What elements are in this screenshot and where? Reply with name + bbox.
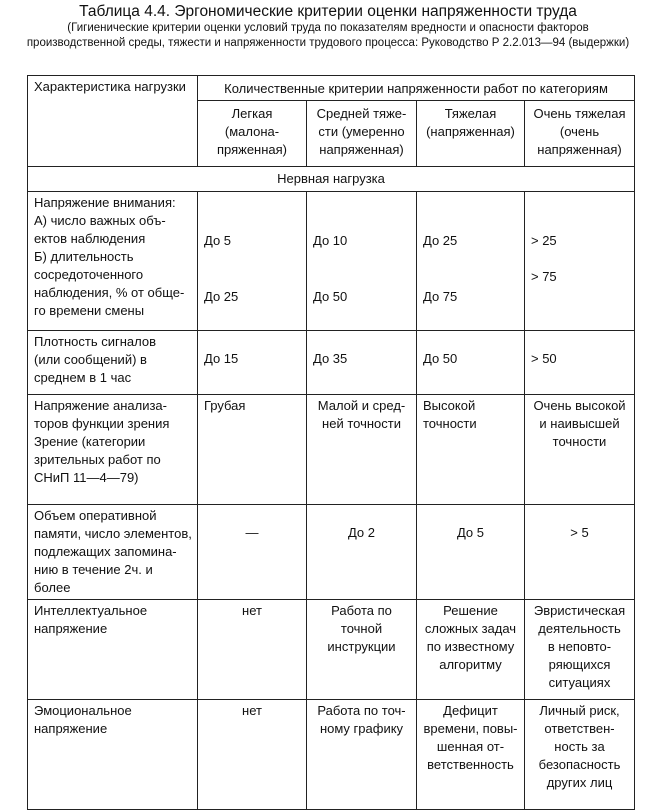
category-line: Очень тяжелая <box>533 106 626 121</box>
row-label-line: Эмоциональное <box>34 703 132 718</box>
row-label-line: ектов наблюдения <box>34 231 146 246</box>
section-title: Нервная нагрузка <box>277 171 385 186</box>
value-line: деятельность <box>538 621 621 636</box>
value-b: > 75 <box>531 269 557 284</box>
value-cell <box>525 505 635 600</box>
value-line: алгоритму <box>439 657 502 672</box>
value-cell <box>417 331 525 395</box>
table-title: Таблица 4.4. Эргономические критерии оценки напряженности труда <box>79 3 577 20</box>
table-subtitle <box>0 21 656 51</box>
category-medium <box>307 101 417 167</box>
category-line: (малона- <box>224 124 280 139</box>
value-line: ряющихся <box>548 657 611 672</box>
row-label-line: напряжение <box>34 621 108 636</box>
value-text: > 5 <box>570 525 589 540</box>
value-cell <box>307 192 417 331</box>
row-label-line: А) число важных объ- <box>34 213 166 228</box>
row-label-line: Плотность сигналов <box>34 334 157 349</box>
value-cell <box>198 395 307 505</box>
value-line: сложных задач <box>424 621 517 636</box>
value-cell <box>525 700 635 810</box>
subtitle-line: производственной среды, тяжести и напряженности трудового процесса: Руководство Р 2.2.013—94 (выдержки) <box>26 37 630 49</box>
value-line: ней точности <box>322 416 401 431</box>
value-cell <box>198 600 307 700</box>
value-text: До 5 <box>456 525 485 540</box>
value-line: Работа по точ- <box>317 703 406 718</box>
category-very-heavy <box>525 101 635 167</box>
value-cell <box>417 192 525 331</box>
value-cell <box>307 331 417 395</box>
value-cell <box>525 600 635 700</box>
section-row <box>28 167 635 192</box>
value-line: Работа по <box>331 603 392 618</box>
row-label-cell <box>28 505 198 600</box>
value-cell <box>417 505 525 600</box>
subtitle-line: (Гигиенические критерии оценки условий труда по показателям вредности и опасности факторов <box>67 22 589 34</box>
category-line: сти (умеренно <box>318 124 405 139</box>
value-line: Дефицит <box>443 703 498 718</box>
row-label-cell <box>28 700 198 810</box>
row-label-line: памяти, число элементов, <box>34 526 192 541</box>
value-cell <box>417 395 525 505</box>
table-row <box>28 331 635 395</box>
category-heavy <box>417 101 525 167</box>
header-load: Характеристика нагрузки <box>34 79 186 94</box>
header-criteria-cell <box>198 76 635 101</box>
category-line: напряженная) <box>537 142 622 157</box>
value-line: других лиц <box>546 775 613 790</box>
value-cell <box>525 395 635 505</box>
category-line: Тяжелая <box>444 106 497 121</box>
row-label-line: Объем оперативной <box>34 508 157 523</box>
value-line: Личный риск, <box>539 703 620 718</box>
value-line: Малой и сред- <box>317 398 406 413</box>
value-b: До 25 <box>204 289 239 304</box>
value-cell <box>198 505 307 600</box>
value-line: ность за <box>554 739 605 754</box>
value-line: инструкции <box>327 639 396 654</box>
row-label-line: Б) длительность <box>34 249 134 264</box>
value-line: ному графику <box>319 721 404 736</box>
value-cell <box>307 700 417 810</box>
value-text: > 50 <box>531 351 557 366</box>
header-criteria: Количественные критерии напряженности работ по категориям <box>224 81 608 96</box>
row-label-cell <box>28 395 198 505</box>
category-line: напряженная) <box>319 142 404 157</box>
value-a: До 25 <box>423 233 458 248</box>
value-line: Очень высокой <box>533 398 626 413</box>
value-line: и наивысшей <box>539 416 620 431</box>
value-b: До 75 <box>423 289 458 304</box>
header-row <box>28 76 635 101</box>
value-line: ответствен- <box>544 721 615 736</box>
category-line: Легкая <box>231 106 273 121</box>
row-label-line: торов функции зрения <box>34 416 170 431</box>
value-line: Эвристическая <box>533 603 626 618</box>
value-cell <box>417 600 525 700</box>
row-label-line: сосредоточенного <box>34 267 144 282</box>
row-label-line: Напряжение внимания: <box>34 195 176 210</box>
category-line: (очень <box>559 124 600 139</box>
value-line: Решение <box>443 603 498 618</box>
value-text: До 35 <box>313 351 348 366</box>
table-row <box>28 700 635 810</box>
category-light <box>198 101 307 167</box>
section-cell <box>28 167 635 192</box>
value-line: ветственность <box>427 757 514 772</box>
value-line: ситуациях <box>548 675 611 690</box>
value-line: шенная от- <box>436 739 505 754</box>
value-line: в неповто- <box>547 639 612 654</box>
row-label-line: СНиП 11—4—79) <box>34 470 139 485</box>
row-label-line: го времени смены <box>34 303 145 318</box>
category-line: пряженная) <box>216 142 288 157</box>
table-row <box>28 600 635 700</box>
value-line: нет <box>242 603 262 618</box>
value-cell <box>307 600 417 700</box>
value-line: нет <box>242 703 262 718</box>
value-line: безопасность <box>538 757 621 772</box>
value-line: Грубая <box>204 398 246 413</box>
row-label-line: Интеллектуальное <box>34 603 148 618</box>
row-label-cell <box>28 600 198 700</box>
value-cell <box>198 700 307 810</box>
category-line: Средней тяже- <box>316 106 407 121</box>
row-label-line: Зрение (категории <box>34 434 146 449</box>
value-cell <box>198 192 307 331</box>
row-label-cell <box>28 331 198 395</box>
criteria-table <box>27 75 635 810</box>
value-cell <box>307 505 417 600</box>
table-row <box>28 505 635 600</box>
value-line: точной <box>340 621 383 636</box>
row-label-cell <box>28 192 198 331</box>
value-a: > 25 <box>531 233 557 248</box>
value-text: До 15 <box>204 351 239 366</box>
value-line: точности <box>552 434 607 449</box>
value-line: Высокой <box>423 398 476 413</box>
value-cell <box>307 395 417 505</box>
row-label-line: среднем в 1 час <box>34 370 132 385</box>
value-cell <box>525 192 635 331</box>
value-cell <box>417 700 525 810</box>
row-label-line: наблюдения, % от обще- <box>34 285 185 300</box>
value-a: До 10 <box>313 233 348 248</box>
value-a: До 5 <box>204 233 232 248</box>
row-label-line: зрительных работ по <box>34 452 161 467</box>
value-line: по известному <box>426 639 515 654</box>
value-cell <box>198 331 307 395</box>
category-line: (напряженная) <box>426 124 515 139</box>
table-row <box>28 192 635 331</box>
row-label-line: (или сообщений) в <box>34 352 147 367</box>
header-load-cell <box>28 76 198 167</box>
value-cell <box>525 331 635 395</box>
value-line: времени, повы- <box>423 721 518 736</box>
row-label-line: нию в течение 2ч. и более <box>34 562 153 595</box>
value-text: До 50 <box>423 351 458 366</box>
row-label-line: Напряжение анализа- <box>34 398 167 413</box>
table-row <box>28 395 635 505</box>
value-text: До 2 <box>347 525 376 540</box>
row-label-line: напряжение <box>34 721 108 736</box>
row-label-line: подлежащих запомина- <box>34 544 177 559</box>
value-b: До 50 <box>313 289 348 304</box>
value-line: точности <box>423 416 477 431</box>
value-text: — <box>245 525 259 540</box>
